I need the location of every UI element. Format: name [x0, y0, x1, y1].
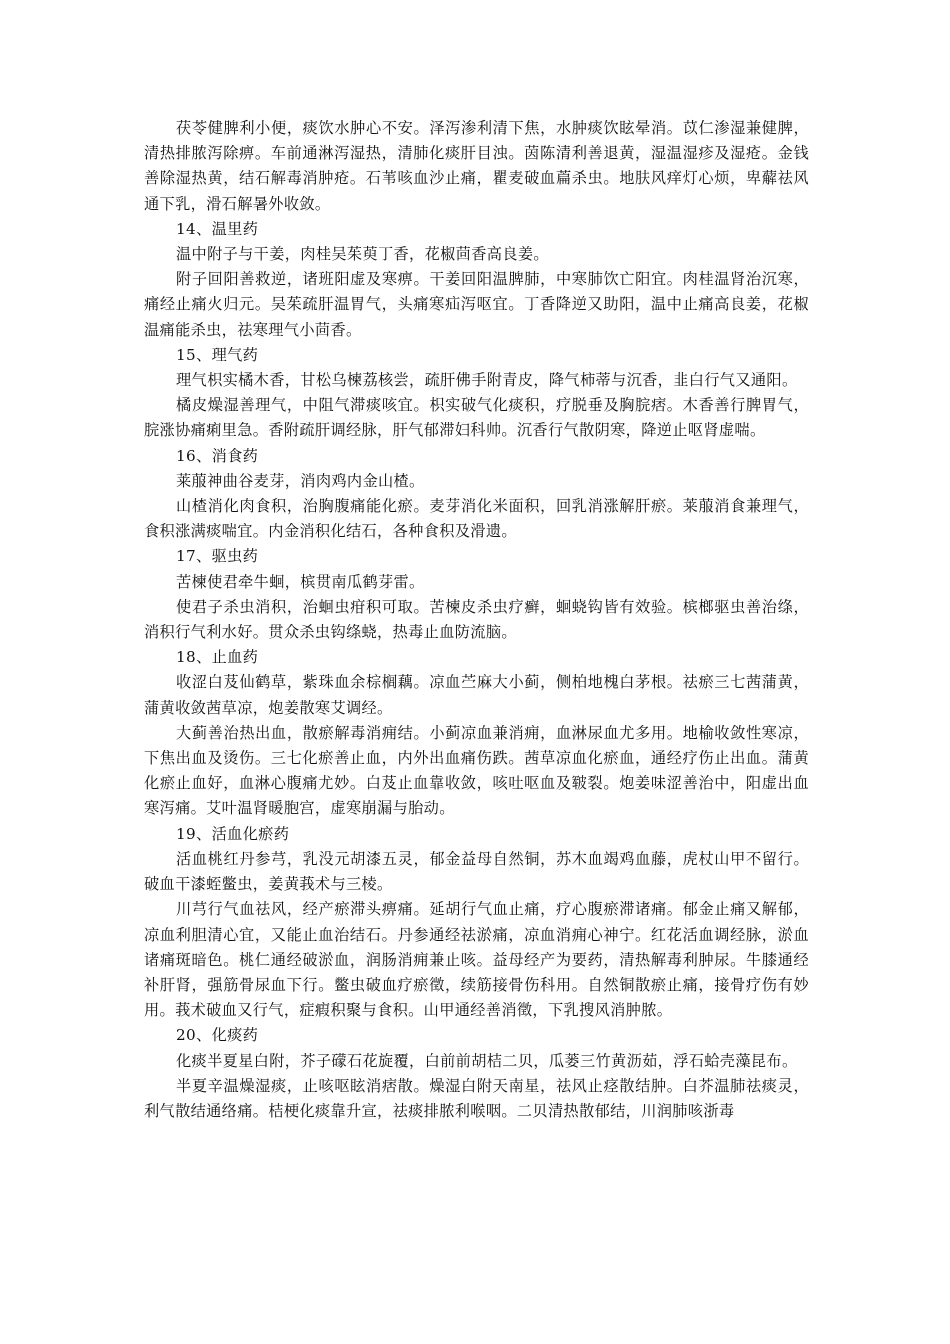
body-paragraph: 使君子杀虫消积，治蛔虫疳积可取。苦楝皮杀虫疗癣，蛔蛲钩皆有效验。槟榔驱虫善治绦，消积行气利水好。贯众杀虫钩绦蛲，热毒止血防流脑。	[144, 597, 809, 642]
body-paragraph: 温中附子与干姜，肉桂吴茱萸丁香，花椒茴香高良姜。	[176, 245, 549, 264]
section-heading: 18、止血药	[176, 648, 259, 667]
body-paragraph: 附子回阳善救逆，诸班阳虚及寒痹。干姜回阳温脾肺，中寒肺饮亡阳宜。肉桂温肾治沉寒，痛经止痛火归元。吴茱疏肝温胃气，头痛寒疝泻呕宜。丁香降逆又助阳，温中止痛高良姜，花椒温痛能杀虫，祛寒理气小茴香。	[144, 270, 809, 339]
section-heading: 19、活血化瘀药	[176, 824, 290, 843]
section-heading: 15、理气药	[176, 345, 259, 364]
body-paragraph: 莱菔神曲谷麦芽，消肉鸡内金山楂。	[176, 471, 425, 490]
body-paragraph: 川芎行气血祛风，经产瘀滞头痹痛。延胡行气血止痛，疗心腹瘀滞诸痛。郁金止痛又解郁，凉血利胆清心宜，又能止血治结石。丹参通经祛淤痛，凉血消痈心神宁。红花活血调经脉，淤血诸痛斑暗色。桃仁通经破淤血，润肠消痈兼止咳。益母经产为要药，清热解毒利肿尿。牛膝通经补肝肾，强筋骨尿血下行。鳖虫破血疗瘀徵，续筋接骨伤科用。自然铜散瘀止痛，接骨疗伤有妙用。莪术破血又行气，症瘕积聚与食积。山甲通经善消徵，下乳搜风消肿脓。	[144, 900, 809, 1020]
body-paragraph: 苦楝使君牵牛蛔，槟贯南瓜鹤芽雷。	[176, 572, 425, 591]
body-paragraph: 化痰半夏星白附，芥子礞石花旋覆，白前前胡桔二贝，瓜蒌三竹黄沥茹，浮石蛤壳藻昆布。	[176, 1051, 798, 1070]
body-paragraph: 茯苓健脾利小便，痰饮水肿心不安。泽泻渗利清下焦，水肿痰饮眩晕消。苡仁渗湿兼健脾，清热排脓泻除痹。车前通淋泻湿热，清肺化痰肝目浊。茵陈清利善退黄，湿温湿疹及湿疮。金钱善除湿热黄，结石解毒消肿疮。石苇咳血沙止痛，瞿麦破血萹杀虫。地肤风痒灯心烦，卑薢祛风通下乳，滑石解暑外收敛。	[144, 119, 809, 213]
body-paragraph: 半夏辛温燥湿痰，止咳呕眩消痞散。燥湿白附天南星，祛风止痉散结肿。白芥温肺祛痰灵，利气散结通络痛。桔梗化痰靠升宣，祛痰排脓利喉咽。二贝清热散郁结，川润肺咳浙毒	[144, 1076, 809, 1120]
section-heading: 20、化痰药	[176, 1026, 259, 1045]
body-paragraph: 橘皮燥湿善理气，中阻气滞痰咳宜。枳实破气化痰积，疗脱垂及胸脘痞。木香善行脾胃气，脘涨协痛痢里急。香附疏肝调经脉，肝气郁滞妇科帅。沉香行气散阴寒，降逆止呕肾虚喘。	[144, 396, 809, 440]
section-heading: 17、驱虫药	[176, 547, 259, 566]
document-page	[144, 116, 809, 1124]
body-paragraph: 收涩白芨仙鹤草，紫珠血余棕榈藕。凉血苎麻大小蓟，侧柏地槐白茅根。祛瘀三七茜蒲黄，蒲黄收敛茜草凉，炮姜散寒艾调经。	[144, 673, 809, 717]
body-paragraph: 活血桃红丹参芎，乳没元胡漆五灵，郁金益母自然铜，苏木血竭鸡血藤，虎杖山甲不留行。破血干漆蛭鳖虫，姜黄莪术与三棱。	[144, 849, 809, 894]
body-paragraph: 山楂消化肉食积，治胸腹痛能化瘀。麦芽消化米面积，回乳消涨解肝瘀。莱菔消食兼理气，食积涨满痰喘宜。内金消积化结石，各种食积及滑遗。	[144, 497, 809, 541]
body-paragraph: 大蓟善治热出血，散瘀解毒消痈结。小蓟凉血兼消痈，血淋尿血尤多用。地榆收敛性寒凉，下焦出血及烫伤。三七化瘀善止血，内外出血痛伤跌。茜草凉血化瘀血，通经疗伤止出血。蒲黄化瘀止血好，血淋心腹痛尤妙。白芨止血靠收敛，咳吐呕血及皲裂。炮姜味涩善治中，阳虚出血寒泻痛。艾叶温肾暖胞宫，虚寒崩漏与胎动。	[144, 723, 809, 818]
section-heading: 16、消食药	[176, 446, 259, 465]
section-heading: 14、温里药	[176, 219, 259, 238]
body-paragraph: 理气枳实橘木香，甘松乌楝荔核尝，疏肝佛手附青皮，降气柿蒂与沉香，韭白行气又通阳。	[176, 371, 798, 390]
